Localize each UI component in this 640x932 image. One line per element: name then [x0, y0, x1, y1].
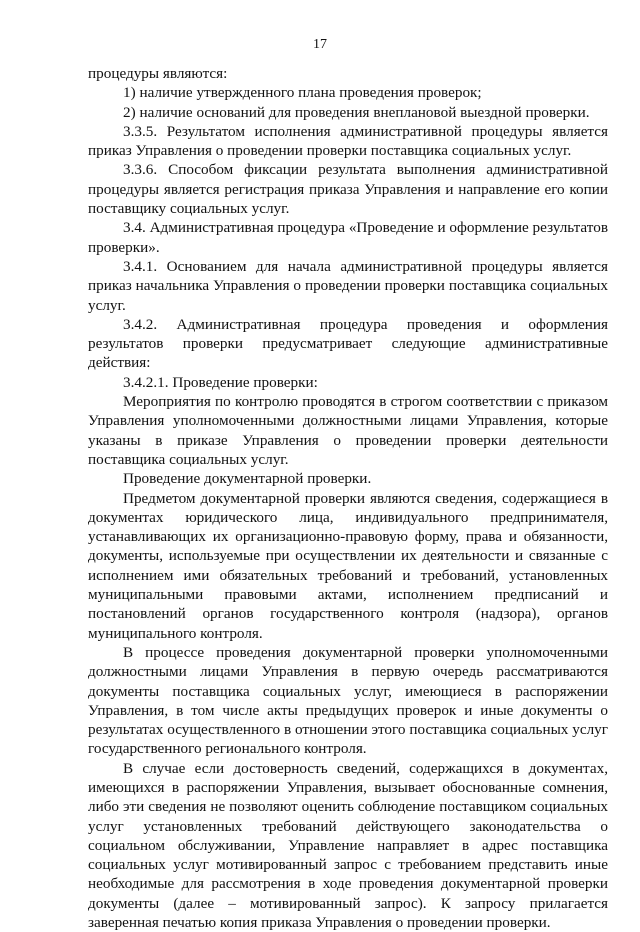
paragraph: 3.4.1. Основанием для начала административной процедуры является приказ начальника Управления о проведении проверки поставщика социальных услуг. — [88, 257, 608, 314]
paragraph: 3.3.6. Способом фиксации результата выполнения административной процедуры является регистрация приказа Управления и направление его копии поставщику социальных услуг. — [88, 161, 608, 218]
document-body — [88, 64, 608, 932]
paragraph: 3.4.2. Административная процедура проведения и оформления результатов проверки предусматривает следующие административные действия: — [88, 315, 608, 372]
paragraph: Проведение документарной проверки. — [123, 470, 372, 488]
paragraph: 2) наличие оснований для проведения внеплановой выездной проверки. — [123, 103, 590, 121]
paragraph: Мероприятия по контролю проводятся в строгом соответствии с приказом Управления уполномоченными должностными лицами Управления, которые указаны в приказе Управления о проведении проверки деятельности поставщика социальных услуг. — [88, 393, 608, 468]
paragraph: 3.3.5. Результатом исполнения административной процедуры является приказ Управления о проведении проверки поставщика социальных услуг. — [88, 122, 608, 160]
paragraph: Предметом документарной проверки являются сведения, содержащиеся в документах юридического лица, индивидуального предпринимателя, устанавливающих их организационно-правовую форму, права и обязанности, документы, используемые при осуществлении их деятельности и связанные с исполнением ими обязательных требований и требований, установленных муниципальными правовыми актами, исполнением предписаний и постановлений органов государственного контроля (надзора), органов муниципального контроля. — [88, 489, 608, 642]
paragraph: В процессе проведения документарной проверки уполномоченными должностными лицами Управления в первую очередь рассматриваются документы поставщика социальных услуг, имеющиеся в распоряжении Управления, в том числе акты предыдущих проверок и иные документы о результатах осуществленного в отношении этого поставщика социальных услуг государственного регионального контроля. — [88, 643, 608, 758]
paragraph: 1) наличие утвержденного плана проведения проверок; — [123, 84, 482, 102]
paragraph: процедуры являются: — [88, 65, 228, 82]
paragraph: 3.4.2.1. Проведение проверки: — [123, 373, 318, 391]
paragraph: В случае если достоверность сведений, содержащихся в документах, имеющихся в распоряжении Управления, вызывает обоснованные сомнения, либо эти сведения не позволяют оценить соблюдение поставщиком социальных услуг установленных требований действующего законодательства о социальном обслуживании, Управление направляет в адрес поставщика социальных услуг мотивированный запрос с требованием представить иные необходимые для рассмотрения в ходе проведения документарной проверки документы (далее – мотивированный запрос). К запросу прилагается заверенная печатью копия приказа Управления о проведении проверки. — [88, 759, 608, 932]
page-number: 17 — [313, 37, 327, 52]
paragraph: 3.4. Административная процедура «Проведение и оформление результатов проверки». — [88, 219, 608, 256]
